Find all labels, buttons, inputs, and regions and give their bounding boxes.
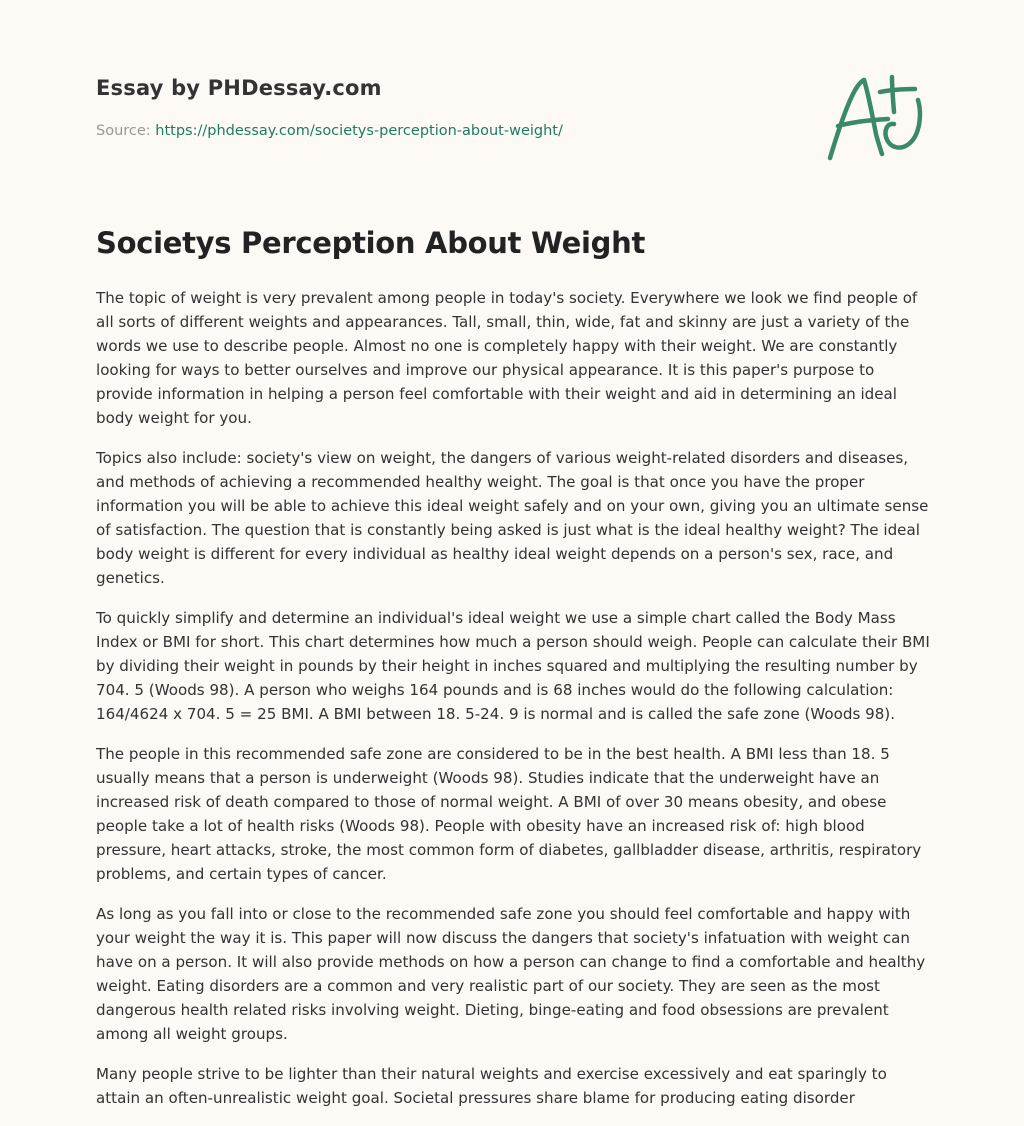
essay-paragraph: Many people strive to be lighter than their natural weights and exercise excessively and eat sparingly to attain an often-unrealistic weight goal. Societal pressures share blame for producing eating disorder [96,1065,887,1107]
source-line [96,123,563,139]
essay-paragraph: Topics also include: society's view on weight, the dangers of various weight-related disorders and diseases, and methods of achieving a recommended healthy weight. The goal is that once you have the proper information you will be able to achieve this ideal weight safely and on your own, giving you an ultimate sense of satisfaction. The question that is constantly being asked is just what is the ideal healthy weight? The ideal body weight is different for every individual as healthy ideal weight depends on a person's sex, race, and genetics. [96,449,929,587]
essay-paragraph: To quickly simplify and determine an individual's ideal weight we use a simple chart called the Body Mass Index or BMI for short. This chart determines how much a person should weigh. People can calculate their BMI by dividing their weight in pounds by their height in inches squared and multiplying the resulting number by 704. 5 (Woods 98). A person who weighs 164 pounds and is 68 inches would do the following calculation: 164/4624 x 704. 5 = 25 BMI. A BMI between 18. 5-24. 9 is normal and is called the safe zone (Woods 98). [96,609,930,723]
essay-title: Societys Perception About Weight [96,226,646,260]
a-plus-logo-icon [822,68,930,164]
essay-paragraph: The people in this recommended safe zone are considered to be in the best health. A BMI less than 18. 5 usually means that a person is underweight (Woods 98). Studies indicate that the underweight have an increased risk of death compared to those of normal weight. A BMI of over 30 means obesity, and obese people take a lot of health risks (Woods 98). People with obesity have an increased risk of: high blood pressure, heart attacks, stroke, the most common form of diabetes, gallbladder disease, arthritis, respiratory problems, and certain types of cancer. [96,745,922,883]
source-link[interactable]: https://phdessay.com/societys-perception-about-weight/ [155,123,563,139]
essay-paragraph: The topic of weight is very prevalent among people in today's society. Everywhere we look we find people of all sorts of different weights and appearances. Tall, small, thin, wide, fat and skinny are just a variety of the words we use to describe people. Almost no one is completely happy with their weight. We are constantly looking for ways to better ourselves and improve our physical appearance. It is this paper's purpose to provide information in helping a person feel comfortable with their weight and aid in determining an ideal body weight for you. [96,289,918,427]
logo-strokes [830,77,920,158]
essay-paragraph: As long as you fall into or close to the recommended safe zone you should feel comfortable and happy with your weight the way it is. This paper will now discuss the dangers that society's infatuation with weight can have on a person. It will also provide methods on how a person can change to find a comfortable and healthy weight. Eating disorders are a common and very realistic part of our society. They are seen as the most dangerous health related risks involving weight. Dieting, binge-eating and food obsessions are prevalent among all weight groups. [96,905,926,1043]
essay-body [96,286,932,1126]
source-label: Source: [96,123,156,139]
site-brand: Essay by PHDessay.com [96,76,382,100]
